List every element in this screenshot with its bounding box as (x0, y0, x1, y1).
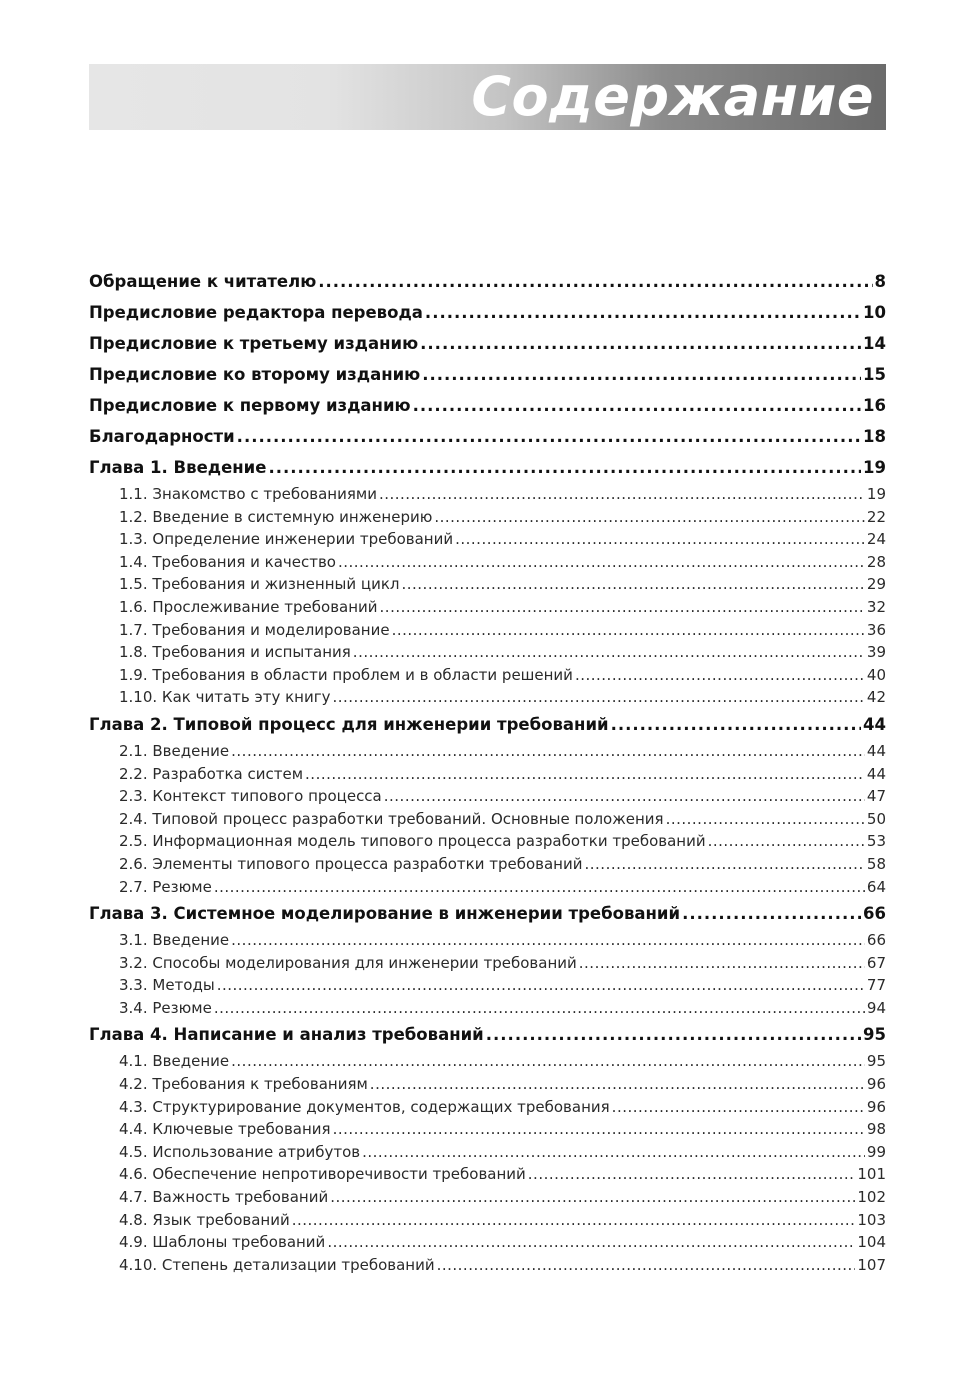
dot-leader (612, 1096, 865, 1119)
toc-page-number: 101 (857, 1165, 886, 1184)
toc-chapter-entry[interactable] (89, 898, 886, 929)
toc-section-entry[interactable] (89, 952, 886, 975)
toc-section-entry[interactable] (89, 641, 886, 664)
dot-leader (231, 740, 865, 763)
toc-entry-title: 1.4. Требования и качество (119, 552, 336, 571)
toc-section-entry[interactable] (89, 853, 886, 876)
dot-leader (420, 328, 861, 359)
toc-page-number: 39 (866, 643, 886, 662)
dot-leader (370, 1073, 865, 1096)
toc-entry-title: 2.2. Разработка систем (119, 764, 304, 783)
toc-section-entry[interactable] (89, 830, 886, 853)
toc-entry-title: 4.4. Ключевые требования (119, 1120, 331, 1139)
toc-page-number: 47 (866, 787, 886, 806)
toc-chapter-entry[interactable] (89, 452, 886, 483)
toc-entry-title: 4.9. Шаблоны требований (119, 1233, 326, 1252)
toc-entry-title: Предисловие ко второму изданию (89, 365, 421, 384)
toc-entry-title: 1.3. Определение инженерии требований (119, 530, 454, 549)
toc-entry-title: 4.1. Введение (119, 1052, 230, 1071)
dot-leader (332, 686, 864, 709)
dot-leader (217, 974, 865, 997)
toc-page-number: 53 (866, 832, 886, 851)
toc-page-number: 24 (866, 530, 886, 549)
title-banner (89, 64, 886, 130)
toc-entry-title: 3.3. Методы (119, 976, 215, 995)
dot-leader (585, 853, 865, 876)
dot-leader (333, 1118, 865, 1141)
toc-entry-title: 3.2. Способы моделирования для инженерии требований (119, 953, 577, 972)
toc-section-entry[interactable] (89, 1141, 886, 1164)
dot-leader (305, 763, 865, 786)
dot-leader (338, 551, 865, 574)
toc-entry-title: 4.2. Требования к требованиям (119, 1075, 368, 1094)
toc-entry[interactable] (89, 297, 886, 328)
toc-entry-title: Предисловие к третьему изданию (89, 334, 419, 353)
toc-section-entry[interactable] (89, 686, 886, 709)
toc-section-entry[interactable] (89, 573, 886, 596)
toc-entry-title: 2.5. Информационная модель типового процесса разработки требований (119, 832, 706, 851)
dot-leader (682, 898, 861, 929)
toc-entry-title: 1.9. Требования в области проблем и в области решений (119, 665, 573, 684)
toc-section-entry[interactable] (89, 619, 886, 642)
toc-page-number: 66 (866, 931, 886, 950)
toc-entry-title: 1.8. Требования и испытания (119, 643, 351, 662)
toc-page-number: 40 (866, 665, 886, 684)
toc-section-entry[interactable] (89, 785, 886, 808)
toc-section-entry[interactable] (89, 929, 886, 952)
toc-page-number: 29 (866, 575, 886, 594)
toc-section-entry[interactable] (89, 1118, 886, 1141)
dot-leader (528, 1163, 856, 1186)
toc-page-number: 107 (857, 1255, 886, 1274)
dot-leader (392, 619, 865, 642)
toc-page-number: 19 (866, 485, 886, 503)
toc-page-number: 14 (863, 334, 886, 353)
toc-entry-title: 2.1. Введение (119, 741, 230, 760)
toc-section-entry[interactable] (89, 1096, 886, 1119)
toc-entry-title: Обращение к читателю (89, 272, 317, 291)
toc-entry-title: 1.5. Требования и жизненный цикл (119, 575, 400, 594)
toc-section-entry[interactable] (89, 1186, 886, 1209)
dot-leader (362, 1141, 865, 1164)
toc-page-number: 95 (863, 1025, 886, 1045)
toc-page-number: 95 (866, 1052, 886, 1071)
dot-leader (413, 390, 861, 421)
toc-page-number: 36 (866, 620, 886, 639)
toc-entry[interactable] (89, 421, 886, 452)
toc-entry-title: 3.4. Резюме (119, 998, 212, 1017)
toc-section-entry[interactable] (89, 551, 886, 574)
toc-entry-title: 4.3. Структурирование документов, содержащих требования (119, 1097, 610, 1116)
toc-page-number: 96 (866, 1097, 886, 1116)
toc-entry-title: Благодарности (89, 427, 235, 446)
toc-chapter-entry[interactable] (89, 1019, 886, 1050)
dot-leader (231, 1050, 865, 1073)
toc-page-number: 50 (866, 809, 886, 828)
toc-chapter-entry[interactable] (89, 709, 886, 740)
toc-page-number: 94 (866, 998, 886, 1017)
toc-entry-title: 3.1. Введение (119, 931, 230, 950)
toc-section-entry[interactable] (89, 997, 886, 1020)
toc-page-number: 18 (863, 427, 886, 446)
toc-section-entry[interactable] (89, 1163, 886, 1186)
toc-entry-title: 4.8. Язык требований (119, 1210, 290, 1229)
dot-leader (425, 297, 861, 328)
dot-leader (214, 997, 865, 1020)
toc-entry-title: 4.6. Обеспечение непротиворечивости требований (119, 1165, 526, 1184)
dot-leader (401, 573, 864, 596)
toc-section-entry[interactable] (89, 1073, 886, 1096)
toc-entry-title: 1.10. Как читать эту книгу (119, 688, 331, 707)
toc-page-number: 103 (857, 1210, 886, 1229)
dot-leader (214, 876, 865, 899)
toc-entry[interactable] (89, 390, 886, 421)
dot-leader (422, 359, 861, 390)
toc-entry-title: 2.7. Резюме (119, 877, 212, 896)
toc-section-entry[interactable] (89, 483, 886, 506)
toc-page-number: 99 (866, 1142, 886, 1161)
toc-entry-title: 4.10. Степень детализации требований (119, 1255, 435, 1274)
dot-leader (666, 808, 865, 831)
dot-leader (708, 830, 865, 853)
toc-page-number: 28 (866, 552, 886, 571)
dot-leader (384, 785, 865, 808)
toc-page-number: 66 (863, 904, 886, 924)
toc-entry-title: Глава 2. Типовой процесс для инженерии требований (89, 714, 609, 734)
table-of-contents (89, 266, 886, 1276)
dot-leader (327, 1231, 855, 1254)
toc-entry-title: 1.6. Прослеживание требований (119, 597, 378, 616)
dot-leader (437, 1254, 856, 1277)
toc-entry[interactable] (89, 328, 886, 359)
toc-entry-title: 2.6. Элементы типового процесса разработки требований (119, 854, 583, 873)
dot-leader (292, 1209, 856, 1232)
toc-entry-title: 4.7. Важность требований (119, 1188, 329, 1207)
toc-page-number: 44 (866, 741, 886, 760)
toc-section-entry[interactable] (89, 763, 886, 786)
dot-leader (575, 664, 865, 687)
toc-page-number: 44 (863, 714, 886, 734)
dot-leader (353, 641, 865, 664)
dot-leader (611, 709, 861, 740)
toc-entry-title: Глава 1. Введение (89, 458, 267, 477)
toc-entry-title: 1.1. Знакомство с требованиями (119, 485, 377, 503)
dot-leader (231, 929, 865, 952)
toc-page-number: 102 (857, 1188, 886, 1207)
toc-entry-title: 1.2. Введение в системную инженерию (119, 507, 433, 526)
toc-section-entry[interactable] (89, 1231, 886, 1254)
toc-section-entry[interactable] (89, 740, 886, 763)
page-title: Содержание (471, 65, 874, 128)
toc-section-entry[interactable] (89, 1050, 886, 1073)
toc-entry-title: 1.7. Требования и моделирование (119, 620, 390, 639)
toc-page-number: 58 (866, 854, 886, 873)
toc-page-number: 104 (857, 1233, 886, 1252)
toc-section-entry[interactable] (89, 1254, 886, 1277)
toc-entry-title: Глава 3. Системное моделирование в инженерии требований (89, 904, 681, 924)
dot-leader (318, 266, 872, 297)
toc-page-number: 10 (863, 303, 886, 322)
toc-section-entry[interactable] (89, 506, 886, 529)
dot-leader (579, 952, 865, 975)
toc-page-number: 77 (866, 976, 886, 995)
toc-page-number: 16 (863, 396, 886, 415)
toc-entry-title: 2.4. Типовой процесс разработки требований. Основные положения (119, 809, 664, 828)
toc-section-entry[interactable] (89, 1209, 886, 1232)
toc-page-number: 67 (866, 953, 886, 972)
toc-section-entry[interactable] (89, 876, 886, 899)
dot-leader (379, 483, 865, 506)
dot-leader (434, 506, 865, 529)
toc-entry-title: Глава 4. Написание и анализ требований (89, 1025, 484, 1045)
toc-section-entry[interactable] (89, 596, 886, 619)
toc-page-number: 42 (866, 688, 886, 707)
toc-page-number: 32 (866, 597, 886, 616)
toc-page-number: 44 (866, 764, 886, 783)
toc-entry[interactable] (89, 266, 886, 297)
dot-leader (237, 421, 861, 452)
toc-section-entry[interactable] (89, 808, 886, 831)
toc-page-number: 64 (866, 877, 886, 896)
toc-entry-title: Предисловие редактора перевода (89, 303, 423, 322)
toc-entry-title: 2.3. Контекст типового процесса (119, 787, 382, 806)
dot-leader (330, 1186, 855, 1209)
dot-leader (268, 452, 861, 483)
toc-page-number: 19 (863, 458, 886, 477)
toc-section-entry[interactable] (89, 974, 886, 997)
toc-entry-title: 4.5. Использование атрибутов (119, 1142, 361, 1161)
toc-entry-title: Предисловие к первому изданию (89, 396, 411, 415)
toc-page-number: 98 (866, 1120, 886, 1139)
dot-leader (486, 1019, 861, 1050)
toc-section-entry[interactable] (89, 528, 886, 551)
toc-section-entry[interactable] (89, 664, 886, 687)
toc-page-number: 8 (874, 272, 886, 291)
dot-leader (380, 596, 865, 619)
dot-leader (455, 528, 865, 551)
toc-entry[interactable] (89, 359, 886, 390)
toc-page-number: 15 (863, 365, 886, 384)
toc-page-number: 96 (866, 1075, 886, 1094)
toc-page-number: 22 (866, 507, 886, 526)
